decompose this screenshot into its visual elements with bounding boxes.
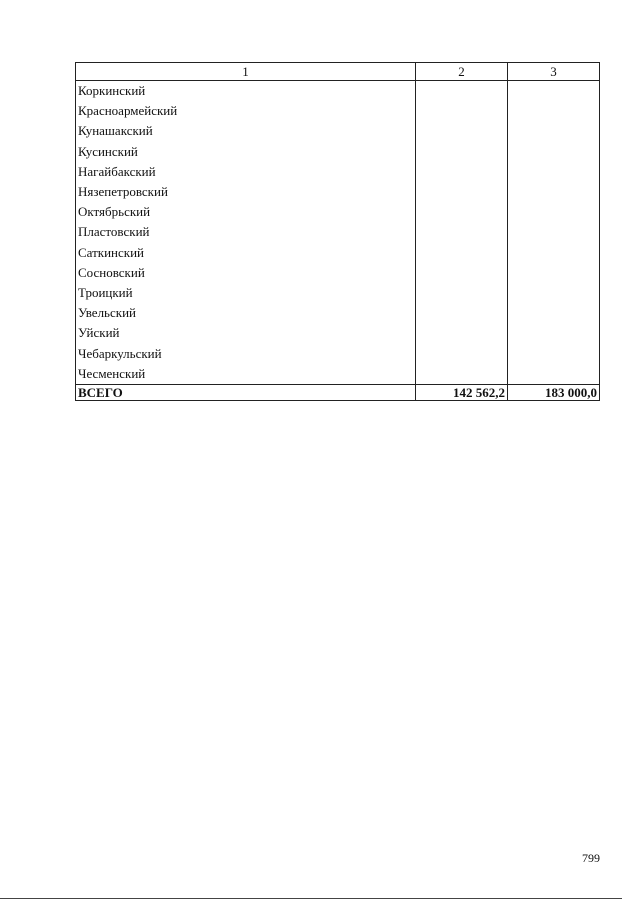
total-value-col2: 142 562,2: [416, 384, 508, 400]
value-col3: [508, 343, 600, 363]
value-col3: [508, 364, 600, 385]
value-col3: [508, 202, 600, 222]
district-name: Саткинский: [76, 243, 416, 263]
value-col3: [508, 303, 600, 323]
table-row: [76, 343, 600, 363]
value-col2: [416, 142, 508, 162]
value-col2: [416, 202, 508, 222]
table-row: [76, 101, 600, 121]
value-col3: [508, 162, 600, 182]
table-row: [76, 162, 600, 182]
district-name: Пластовский: [76, 222, 416, 242]
value-col2: [416, 343, 508, 363]
table-row: [76, 121, 600, 141]
district-name: Кусинский: [76, 142, 416, 162]
table-row: [76, 303, 600, 323]
value-col3: [508, 182, 600, 202]
column-header-3: 3: [508, 63, 600, 81]
value-col2: [416, 222, 508, 242]
value-col3: [508, 222, 600, 242]
district-name: Нязепетровский: [76, 182, 416, 202]
page-number: 799: [582, 851, 600, 865]
bottom-rule: [0, 898, 622, 899]
table-body: [76, 81, 600, 385]
value-col2: [416, 101, 508, 121]
distribution-table: [75, 62, 600, 401]
district-name: Коркинский: [76, 81, 416, 102]
district-name: Октябрьский: [76, 202, 416, 222]
total-row: [76, 384, 600, 400]
value-col3: [508, 323, 600, 343]
value-col2: [416, 283, 508, 303]
value-col3: [508, 142, 600, 162]
value-col2: [416, 182, 508, 202]
district-name: Чесменский: [76, 364, 416, 385]
table-row: [76, 202, 600, 222]
value-col2: [416, 364, 508, 385]
value-col3: [508, 243, 600, 263]
column-header-2: 2: [416, 63, 508, 81]
table-row: [76, 364, 600, 385]
table-row: [76, 182, 600, 202]
district-name: Кунашакский: [76, 121, 416, 141]
table-row: [76, 283, 600, 303]
table-header-row: [76, 63, 600, 81]
district-name: Нагайбакский: [76, 162, 416, 182]
table-row: [76, 243, 600, 263]
table-row: [76, 142, 600, 162]
value-col3: [508, 101, 600, 121]
value-col3: [508, 263, 600, 283]
value-col2: [416, 243, 508, 263]
district-name: Троицкий: [76, 283, 416, 303]
district-name: Красноармейский: [76, 101, 416, 121]
value-col3: [508, 283, 600, 303]
value-col2: [416, 81, 508, 102]
district-name: Уйский: [76, 323, 416, 343]
district-name: Сосновский: [76, 263, 416, 283]
total-label: ВСЕГО: [76, 384, 416, 400]
table-row: [76, 263, 600, 283]
table-row: [76, 222, 600, 242]
district-name: Увельский: [76, 303, 416, 323]
value-col2: [416, 162, 508, 182]
value-col2: [416, 303, 508, 323]
value-col3: [508, 121, 600, 141]
value-col2: [416, 121, 508, 141]
total-value-col3: 183 000,0: [508, 384, 600, 400]
value-col3: [508, 81, 600, 102]
table-row: [76, 81, 600, 102]
column-header-1: 1: [76, 63, 416, 81]
value-col2: [416, 263, 508, 283]
table-row: [76, 323, 600, 343]
district-name: Чебаркульский: [76, 343, 416, 363]
value-col2: [416, 323, 508, 343]
